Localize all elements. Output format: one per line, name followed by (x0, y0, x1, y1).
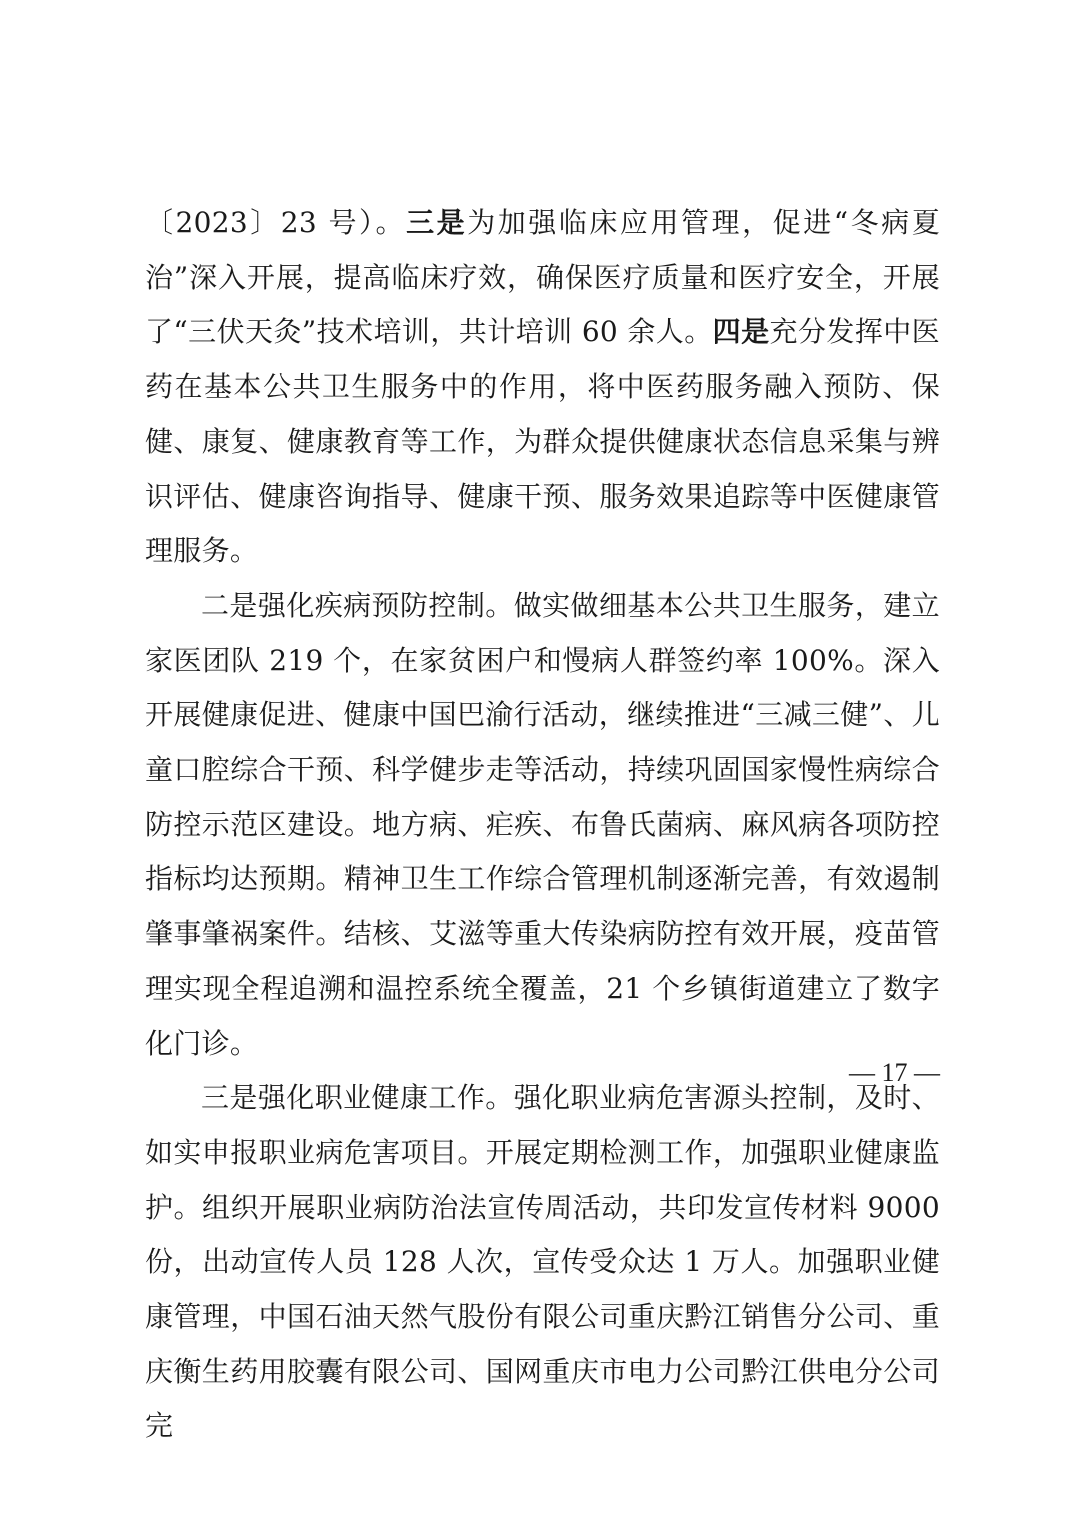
paragraph-occupational-health (145, 1071, 940, 1454)
para1-lead-three: 三是 (406, 206, 468, 239)
para1-lead-four: 四是 (712, 315, 770, 349)
paragraph-lead: 三是强化职业健康工作。 (201, 1081, 514, 1115)
paragraph-text: 做实做细基本公共卫生服务，建立家医团队 219 个，在家贫困户和慢病人群签约率 100%。深入开展健康促进、健康中国巴渝行活动，继续推进“三减三健”、儿童口腔综合干预、科学健步走等活动，持续巩固国家慢性病综合防控示范区建设。地方病、疟疾、布鲁氏菌病、麻风病各项防控指标均达预期。精神卫生工作综合管理机制逐渐完善，有效遏制肇事肇祸案件。结核、艾滋等重大传染病防控有效开展，疫苗管理实现全程追溯和温控系统全覆盖，21 个乡镇街道建立了数字化门诊。 (145, 588, 940, 1060)
paragraph-disease-prevention (145, 579, 940, 1071)
document-body (145, 196, 940, 1454)
paragraph-continuation (145, 196, 940, 579)
para1-segment-0: 〔2023〕23 号）。 (145, 206, 407, 239)
para1-segment-4: 充分发挥中医药在基本公共卫生服务中的作用，将中医药服务融入预防、保健、康复、健康教育等工作，为群众提供健康状态信息采集与辨识评估、健康咨询指导、健康干预、服务效果追踪等中医健康管理服务。 (145, 315, 940, 568)
paragraph-text: 强化职业病危害源头控制，及时、如实申报职业病危害项目。开展定期检测工作，加强职业健康监护。组织开展职业病防治法宣传周活动，共印发宣传材料 9000 份，出动宣传人员 128 人次，宣传受众达 1 万人。加强职业健康管理，中国石油天然气股份有限公司重庆黔江销售分公司、重庆衡生药用胶囊有限公司、国网重庆市电力公司黔江供电分公司完 (145, 1081, 940, 1443)
para1-segment-2: 为加强临床应用管理，促进“冬病夏治”深入开展，提高临床疗效，确保医疗质量和医疗安全，开展了“三伏天灸”技术培训，共计培训 60 余人。 (145, 206, 940, 349)
paragraph-lead: 二是强化疾病预防控制。 (201, 588, 514, 622)
page-number: — 17 — (849, 1058, 940, 1087)
